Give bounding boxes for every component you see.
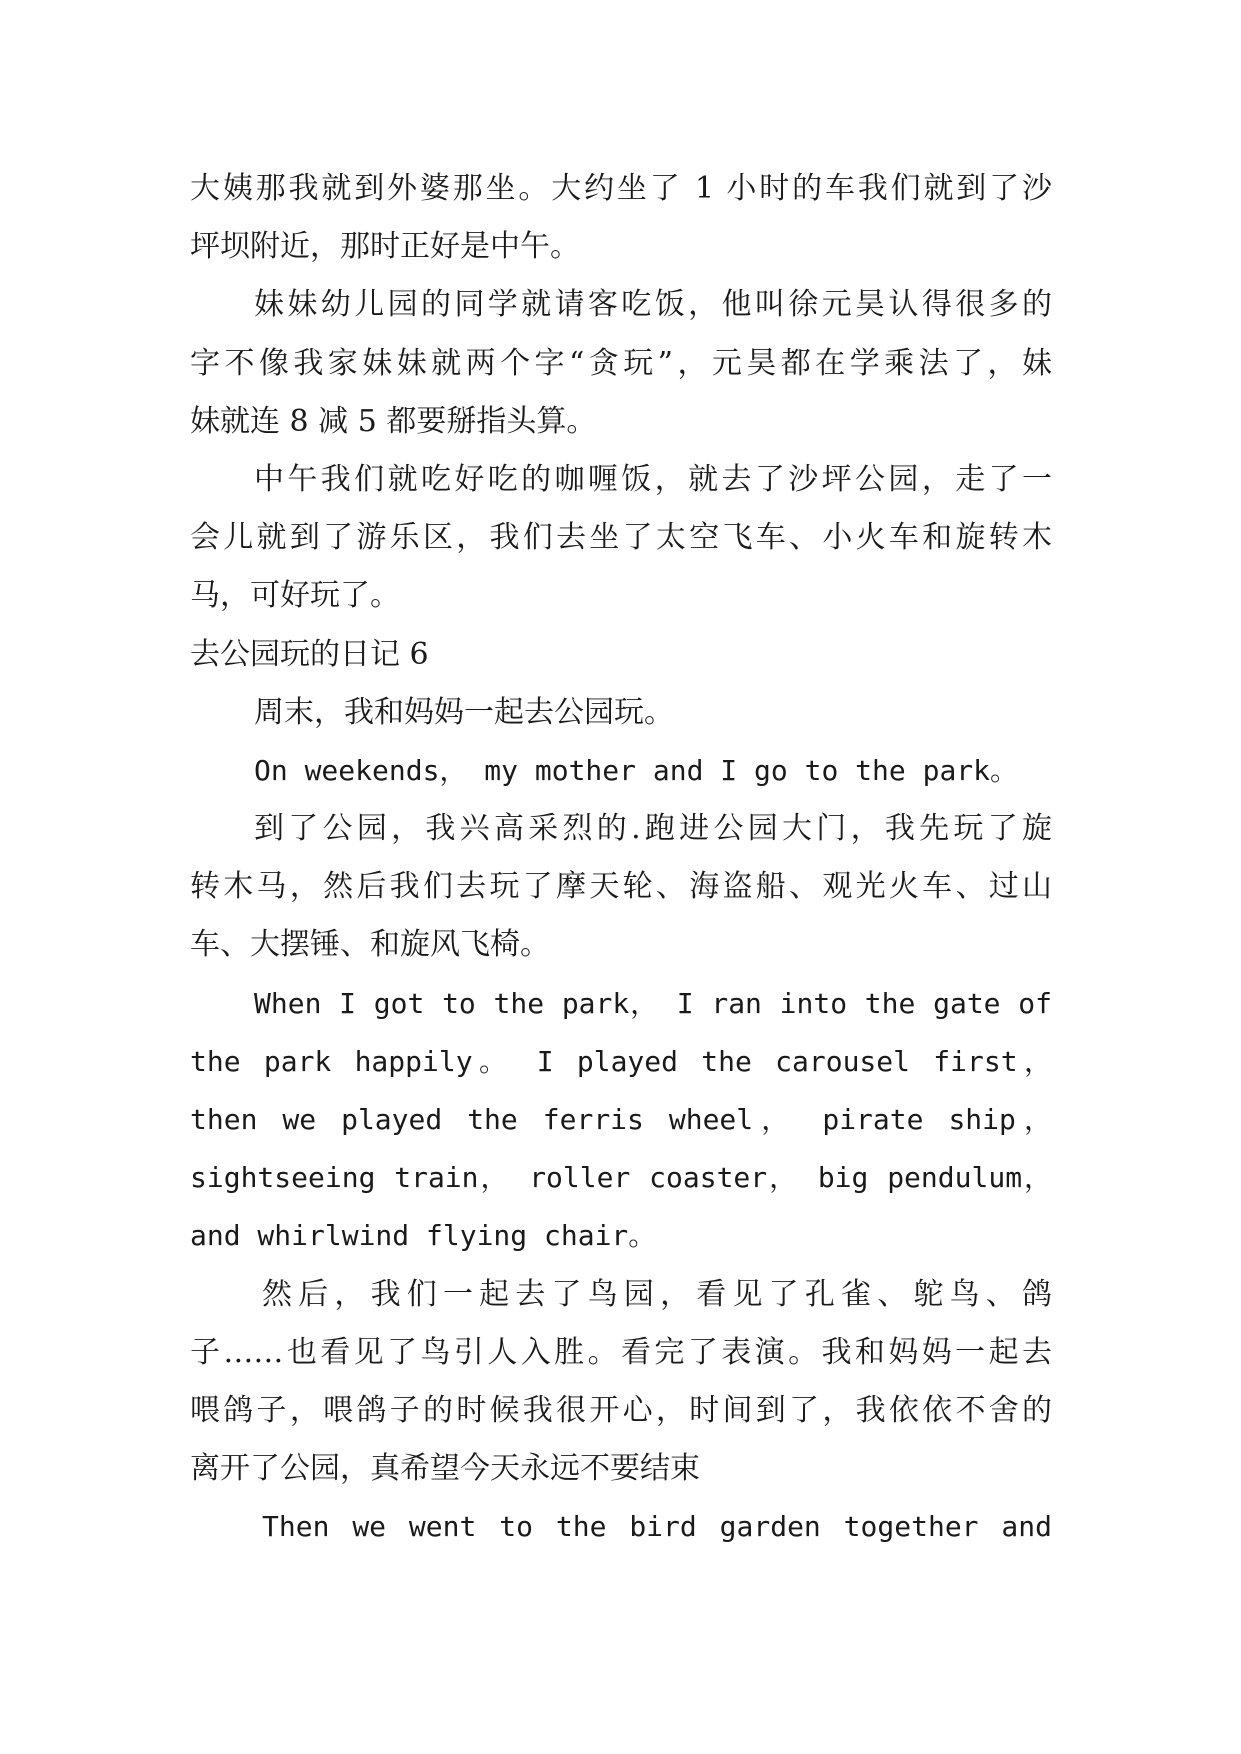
paragraph-start-line: 周末，我和妈妈一起去公园玩。 [254, 694, 674, 730]
text-line: 会儿就到了游乐区，我们去坐了太空飞车、小火车和旋转木 [190, 520, 1052, 556]
english-line: Then we went to the bird garden together and [262, 1510, 1052, 1544]
text-line: 子……也看见了鸟引人入胜。看完了表演。我和妈妈一起去 [190, 1334, 1052, 1370]
document-body [190, 160, 1052, 1557]
text-line: 离开了公园，真希望今天永远不要结束 [190, 1451, 700, 1487]
text-line: 坪坝附近，那时正好是中午。 [190, 229, 580, 265]
text-line: 字不像我家妹妹就两个字“贪玩”，元昊都在学乘法了，妹 [190, 345, 1052, 381]
english-line: sightseeing train， roller coaster， big pendulum， [190, 1161, 1052, 1195]
english-line: the park happily。 I played the carousel first， [190, 1044, 1052, 1078]
english-line: On weekends， my mother and I go to the park。 [254, 753, 1019, 787]
text-line: 转木马，然后我们去玩了摩天轮、海盗船、观光火车、过山 [190, 869, 1052, 905]
text-line: 妹就连 8 减 5 都要掰指头算。 [190, 403, 597, 439]
section-heading: 去公园玩的日记 6 [190, 636, 429, 672]
text-line: 喂鸽子，喂鸽子的时候我很开心，时间到了，我依依不舍的 [190, 1392, 1052, 1428]
english-line: When I got to the park， I ran into the gate of [254, 986, 1052, 1020]
text-line: 马，可好玩了。 [190, 578, 400, 614]
text-line: 车、大摆锤、和旋风飞椅。 [190, 927, 550, 963]
text-line: 大姨那我就到外婆那坐。大约坐了 1 小时的车我们就到了沙 [190, 171, 1052, 206]
paragraph-start-line: 妹妹幼儿园的同学就请客吃饭，他叫徐元昊认得很多的 [254, 287, 1052, 323]
paragraph-start-line: 然后，我们一起去了鸟园，看见了孔雀、鸵鸟、鸽 [262, 1276, 1052, 1312]
english-line: then we played the ferris wheel， pirate ship， [190, 1103, 1052, 1136]
paragraph-start-line: 中午我们就吃好吃的咖喱饭，就去了沙坪公园，走了一 [254, 461, 1052, 497]
paragraph-start-line: 到了公园，我兴高采烈的.跑进公园大门，我先玩了旋 [254, 811, 1052, 847]
english-line: and whirlwind flying chair。 [190, 1219, 657, 1253]
